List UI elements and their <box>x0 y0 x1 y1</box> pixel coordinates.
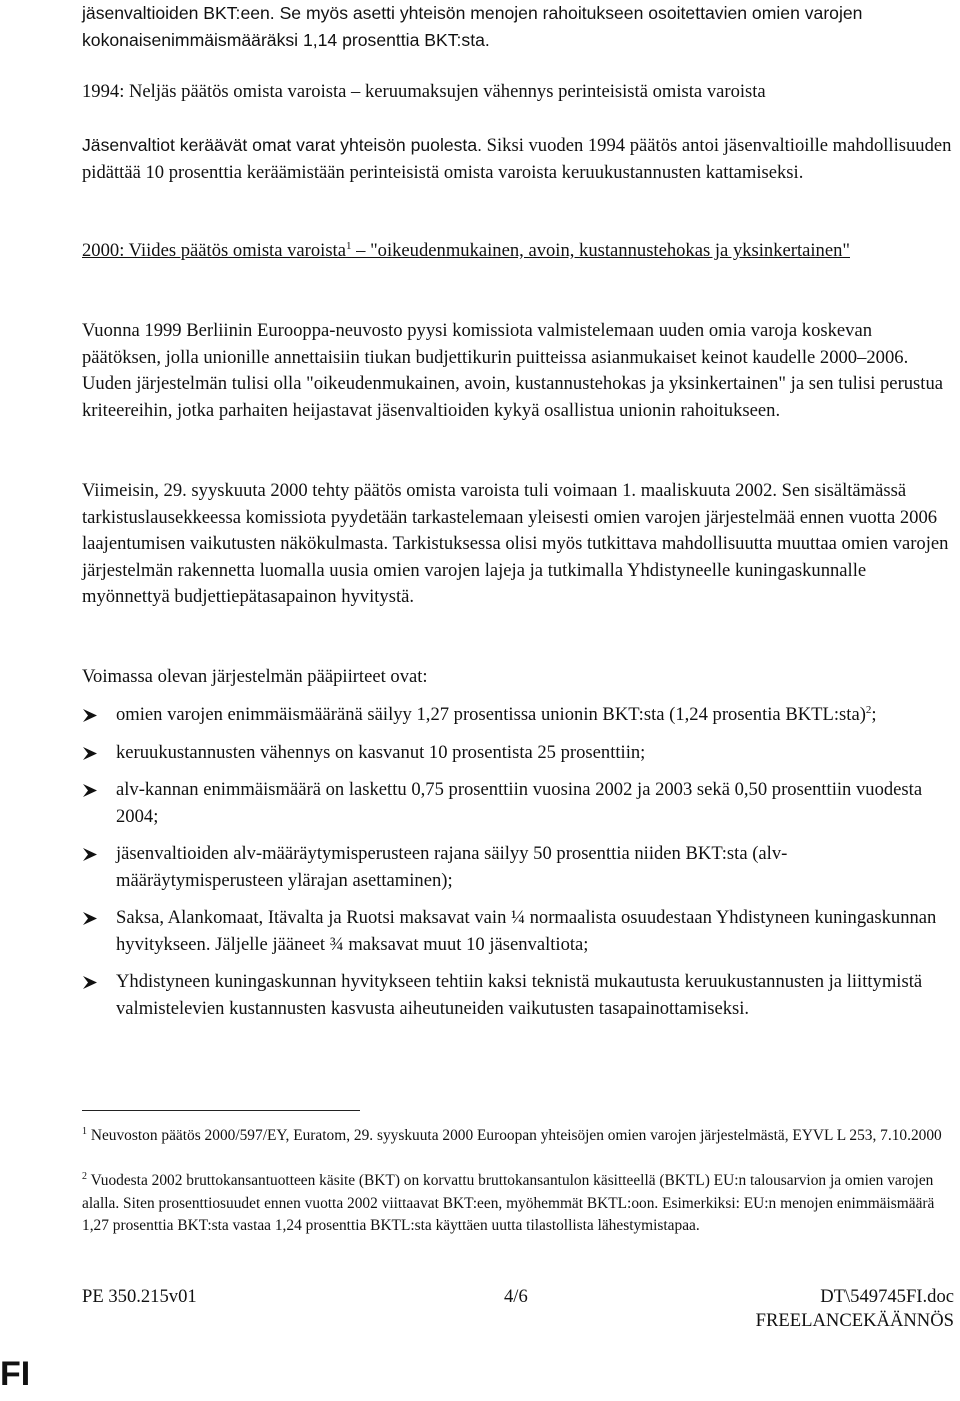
arrow-bullet-icon <box>82 847 98 862</box>
footnote-number: 2 <box>82 1171 87 1182</box>
paragraph-intro: jäsenvaltioiden BKT:een. Se myös asetti yhteisön menojen rahoitukseen osoitettavien omien varojen kokonaisenimmäismääräksi 1,14 prosenttia BKT:sta. <box>82 3 863 50</box>
arrow-bullet-icon <box>82 975 98 990</box>
list-item <box>82 740 954 767</box>
list-item <box>82 969 954 1022</box>
heading-2000-title: 2000: Viides päätös omista varoista <box>82 240 346 261</box>
heading-1994: 1994: Neljäs päätös omista varoista – keruumaksujen vähennys perinteisistä omista varoista <box>82 81 766 102</box>
footnote-ref-1[interactable]: 1 <box>345 240 352 252</box>
paragraph-features-intro: Voimassa olevan järjestelmän pääpiirteet ovat: <box>82 666 428 687</box>
footnote-separator <box>82 1110 360 1111</box>
paragraph-latest: Viimeisin, 29. syyskuuta 2000 tehty päätös omista varoista tuli voimaan 1. maaliskuuta 2002. Sen sisältämässä tarkistuslausekkeessa komissiota pyydetään tarkastelemaan yleisesti omien varojen järjestelmää ennen vuotta 2006 laajentumisen vaikutusten näkökulmasta. Tarkistuksessa olisi myös tutkittava mahdollisuutta muuttaa omien varojen järjestelmän rakennetta luomalla uusia omien varojen lajeja ja tutkimalla Yhdistyneelle kuningaskunnalle myönnettyä budjettiepätasapainon hyvitystä. <box>82 480 949 607</box>
footnote-2 <box>82 1170 954 1238</box>
footnote-1 <box>82 1125 954 1148</box>
list-item-text: keruukustannusten vähennys on kasvanut 10 prosentista 25 prosenttiin; <box>116 741 646 763</box>
list-item <box>82 905 954 958</box>
list-item-tail: ; <box>871 704 877 725</box>
heading-2000-subtitle: – "oikeudenmukainen, avoin, kustannustehokas ja yksinkertainen" <box>351 240 850 261</box>
footer-page-number: 4/6 <box>504 1286 528 1307</box>
heading-2000 <box>82 238 954 265</box>
list-item-text: jäsenvaltioiden alv-määräytymisperusteen rajana säilyy 50 prosenttia niiden BKT:sta (alv-määräytymisperusteen ylärajan asettaminen); <box>116 843 788 891</box>
footer-file-name: DT\549745FI.doc <box>820 1286 954 1307</box>
features-list <box>82 702 954 1022</box>
arrow-bullet-icon <box>82 783 98 798</box>
list-item-text: alv-kannan enimmäismäärä on laskettu 0,75 prosenttiin vuosina 2002 ja 2003 sekä 0,50 prosenttiin vuodesta 2004; <box>116 779 923 827</box>
list-item-text: Saksa, Alankomaat, Itävalta ja Ruotsi maksavat vain ¼ normaalista osuudestaan Yhdistyneen kuningaskunnan hyvitykseen. Jäljelle jääneet ¾ maksavat muut 10 jäsenvaltiota; <box>116 907 937 955</box>
paragraph-1994-lead: Jäsenvaltiot keräävät omat varat yhteisön puolesta. <box>82 135 482 155</box>
list-item-text: omien varojen enimmäismääränä säilyy 1,27 prosentissa unionin BKT:sta (1,24 prosentia BKTL:sta) <box>116 704 866 725</box>
paragraph-1994-body: Siksi vuoden 1994 päätös antoi jäsenvaltioille mahdollisuuden pidättää 10 prosenttia keräämistään perinteisistä omista varoista keruukustannusten kattamiseksi. <box>82 135 952 183</box>
footnote-number: 1 <box>82 1126 87 1137</box>
footer-doc-ref: PE 350.215v01 <box>82 1286 197 1307</box>
arrow-bullet-icon <box>82 708 98 723</box>
list-item-text: Yhdistyneen kuningaskunnan hyvitykseen tehtiin kaksi teknistä mukautusta keruukustannusten ja liittymistä valmistelevien kustannusten kasvusta aiheutuneiden vaikutusten tasapainottamiseksi. <box>116 971 923 1019</box>
footnote-ref-2[interactable]: 2 <box>865 704 872 716</box>
arrow-bullet-icon <box>82 911 98 926</box>
list-item <box>82 777 954 830</box>
language-code: FI <box>0 1355 31 1393</box>
paragraph-1994 <box>82 132 954 186</box>
paragraph-1999: Vuonna 1999 Berliinin Eurooppa-neuvosto pyysi komissiota valmistelemaan uuden omia varoja koskevan päätöksen, jolla unionille annettaisiin tiukan budjettikurin puitteissa asianmukaiset keinot kaudelle 2000–2006. Uuden järjestelmän tulisi olla "oikeudenmukainen, avoin, kustannustehokas ja yksinkertainen" ja sen tulisi perustua kriteereihin, jotka parhaiten heijastavat jäsenvaltioiden kykyä osallistua unionin rahoitukseen. <box>82 320 944 421</box>
footnote-text: Neuvoston päätös 2000/597/EY, Euratom, 29. syyskuuta 2000 Euroopan yhteisöjen omien varojen järjestelmästä, EYVL L 253, 7.10.2000 <box>87 1127 942 1144</box>
footnote-text: Vuodesta 2002 bruttokansantuotteen käsite (BKT) on korvattu bruttokansantulon käsitteellä (BKTL) EU:n talousarvion ja omien varojen alalla. Siten prosenttiosuudet ennen vuotta 2002 viittaavat BKT:een, myöhemmät BKTL:oon. Esimerkiksi: EU:n menojen enimmäismäärä 1,27 prosenttia BKT:sta vastaa 1,24 prosenttia BKTL:sta käyttäen uutta tilastollista lähestymistapaa. <box>82 1172 935 1234</box>
arrow-bullet-icon <box>82 746 98 761</box>
list-item <box>82 702 954 729</box>
footer-translator: FREELANCEKÄÄNNÖS <box>755 1310 954 1331</box>
list-item <box>82 841 954 894</box>
